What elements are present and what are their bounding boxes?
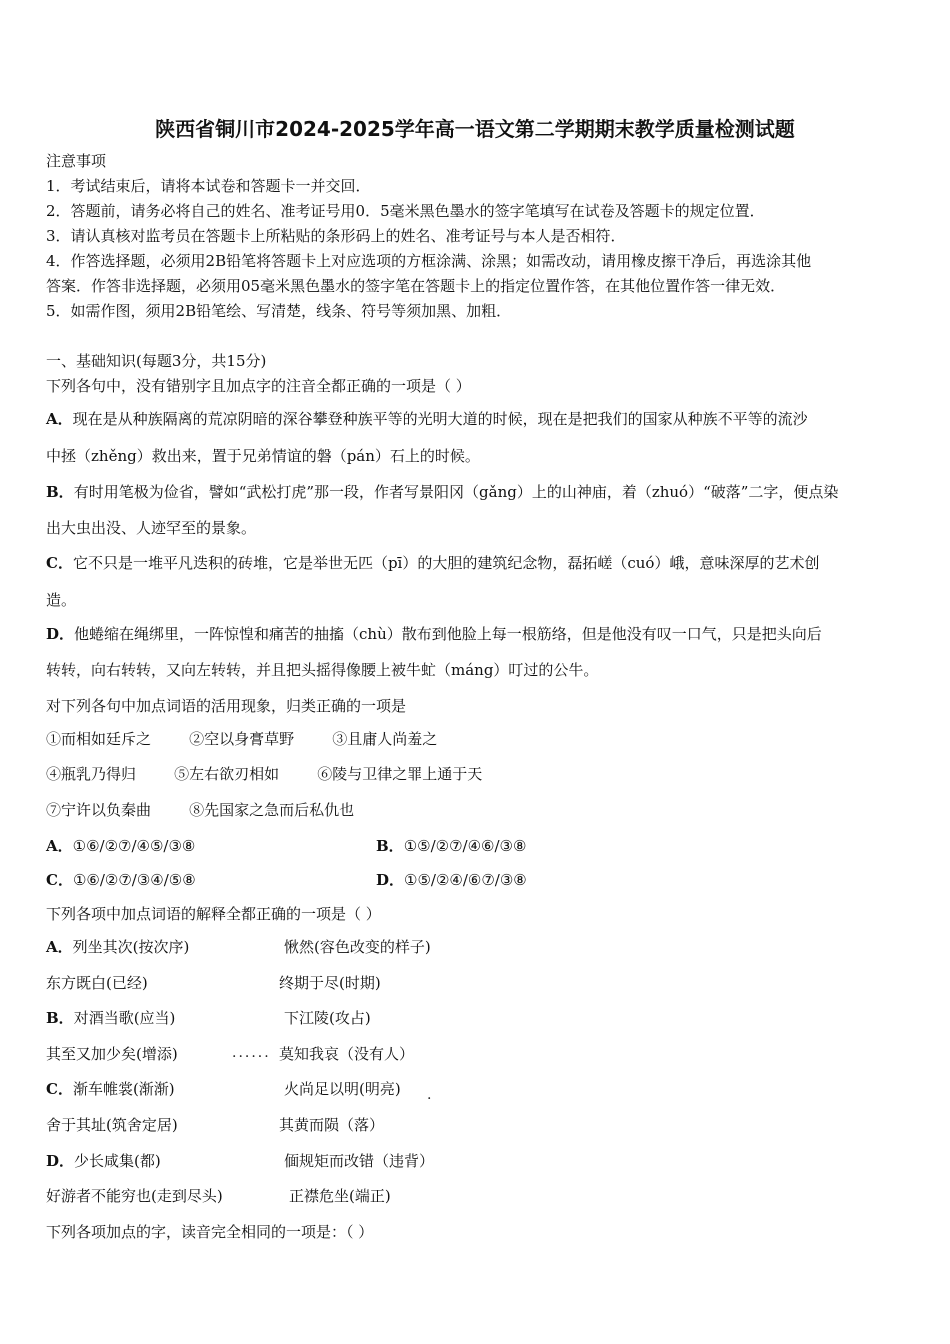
option-a xyxy=(46,836,195,856)
option-text: ①⑥/②⑦/③④/⑤⑧ xyxy=(72,871,196,889)
option-c xyxy=(46,870,196,890)
option-left: 列坐其次(按次序) xyxy=(72,938,190,956)
option-d xyxy=(376,870,527,890)
option-label: A． xyxy=(46,837,73,855)
option-left: 好游者不能穷也(走到尽头) xyxy=(46,1187,223,1205)
notice-item: 答案．作答非选择题，必须用05毫米黑色墨水的签字笔在答题卡上的指定位置作答，在其他位置作答一律无效． xyxy=(46,277,786,295)
notice-item: 4．作答选择题，必须用2B铅笔将答题卡上对应选项的方框涂满、涂黑；如需改动，请用橡皮擦干净后，再选涂其他 xyxy=(46,252,812,270)
option-label: C． xyxy=(46,871,73,889)
notice-item: 2．答题前，请务必将自己的姓名、准考证号用0．5毫米黑色墨水的签字笔填写在试卷及答题卡的规定位置． xyxy=(46,202,765,220)
option-right: 其黄而陨（落） xyxy=(279,1116,385,1134)
option-label: B． xyxy=(376,837,404,855)
option-label: B． xyxy=(46,483,74,501)
option-b-line1 xyxy=(46,482,838,502)
option-b xyxy=(376,836,526,856)
option-right: 愀然(容色改变的样子) xyxy=(284,938,431,956)
option-text: 有时用笔极为俭省，譬如“武松打虎”那一段，作者写景阳冈（gǎng）上的山神庙，着（zhuó）“破落”二字，便点染 xyxy=(73,483,839,501)
option-label: A． xyxy=(46,410,73,428)
option-right: 莫知我哀（没有人） xyxy=(279,1045,415,1063)
question-stem: 下列各项中加点词语的解释全都正确的一项是（ ） xyxy=(46,905,381,923)
section-heading: 一、基础知识(每题3分，共15分) xyxy=(46,352,267,370)
option-left: 其至又加少矣(增添) xyxy=(46,1045,178,1063)
option-a-line2: 中拯（zhěng）救出来，置于兄弟情谊的磐（pán）石上的时候。 xyxy=(46,447,480,465)
option-right: 偭规矩而改错（违背） xyxy=(284,1152,435,1170)
option-c-line1 xyxy=(46,553,819,573)
option-label: C． xyxy=(46,1080,73,1098)
option-row xyxy=(46,1151,161,1171)
option-text: ①⑥/②⑦/④⑤/③⑧ xyxy=(72,837,196,855)
emphasis-dots: ······ xyxy=(232,1049,271,1065)
option-left: 对酒当歌(应当) xyxy=(73,1009,176,1027)
notice-heading: 注意事项 xyxy=(46,152,107,170)
option-right: 终期于尽(时期) xyxy=(279,974,381,992)
option-text: 现在是从种族隔离的荒凉阴暗的深谷攀登种族平等的光明大道的时候，现在是把我们的国家从种族不平等的流沙 xyxy=(72,410,808,428)
option-left: 东方既白(已经) xyxy=(46,974,148,992)
notice-item: 3．请认真核对监考员在答题卡上所粘贴的条形码上的姓名、准考证号与本人是否相符． xyxy=(46,227,626,245)
option-right: 正襟危坐(端正) xyxy=(289,1187,391,1205)
option-c-line2: 造。 xyxy=(46,591,77,609)
sentence-list: ⑦宁许以负秦曲 ⑧先国家之急而后私仇也 xyxy=(46,801,355,819)
question-stem: 下列各句中，没有错别字且加点字的注音全都正确的一项是（ ） xyxy=(46,377,471,395)
option-label: A． xyxy=(46,938,73,956)
option-label: D． xyxy=(376,871,405,889)
option-right: 下江陵(攻占) xyxy=(284,1009,371,1027)
notice-item: 5．如需作图，须用2B铅笔绘、写清楚，线条、符号等须加黑、加粗． xyxy=(46,302,512,320)
option-text: 他蜷缩在绳绑里，一阵惊惶和痛苦的抽搐（chù）散布到他脸上每一根筋络，但是他没有叹一口气，只是把头向后 xyxy=(74,625,822,643)
sentence-list: ④瓶乳乃得归 ⑤左右欲刃相如 ⑥陵与卫律之罪上通于天 xyxy=(46,765,483,783)
option-left: 少长咸集(都) xyxy=(74,1152,161,1170)
option-left: 舍于其址(筑舍定居) xyxy=(46,1116,178,1134)
option-d-line2: 转转，向右转转，又向左转转，并且把头摇得像腰上被牛虻（máng）叮过的公牛。 xyxy=(46,661,599,679)
emphasis-dot: . xyxy=(427,1087,432,1103)
option-b-line2: 出大虫出没、人迹罕至的景象。 xyxy=(46,519,257,537)
option-a-line1 xyxy=(46,409,808,429)
option-text: 它不只是一堆平凡迭积的砖堆，它是举世无匹（pī）的大胆的建筑纪念物，磊拓嵯（cuó）峨，意味深厚的艺术创 xyxy=(72,554,820,572)
option-d-line1 xyxy=(46,624,822,644)
option-row xyxy=(46,1008,175,1028)
question-stem: 下列各项加点的字，读音完全相同的一项是：（ ） xyxy=(46,1223,374,1241)
option-label: B． xyxy=(46,1009,74,1027)
option-row xyxy=(46,1079,175,1099)
page-title: 陕西省铜川市2024-2025学年高一语文第二学期期末教学质量检测试题 xyxy=(155,117,795,141)
sentence-list: ①而相如廷斥之 ②空以身膏草野 ③且庸人尚羞之 xyxy=(46,730,438,748)
question-stem: 对下列各句中加点词语的活用现象，归类正确的一项是 xyxy=(46,697,407,715)
option-label: D． xyxy=(46,1152,75,1170)
notice-item: 1．考试结束后，请将本试卷和答题卡一并交回． xyxy=(46,177,371,195)
option-row xyxy=(46,937,189,957)
option-label: D． xyxy=(46,625,75,643)
option-label: C． xyxy=(46,554,73,572)
option-text: ①⑤/②④/⑥⑦/③⑧ xyxy=(404,871,527,889)
option-text: ①⑤/②⑦/④⑥/③⑧ xyxy=(403,837,527,855)
option-left: 渐车帷裳(渐渐) xyxy=(72,1080,175,1098)
option-right: 火尚足以明(明亮) xyxy=(284,1080,401,1098)
